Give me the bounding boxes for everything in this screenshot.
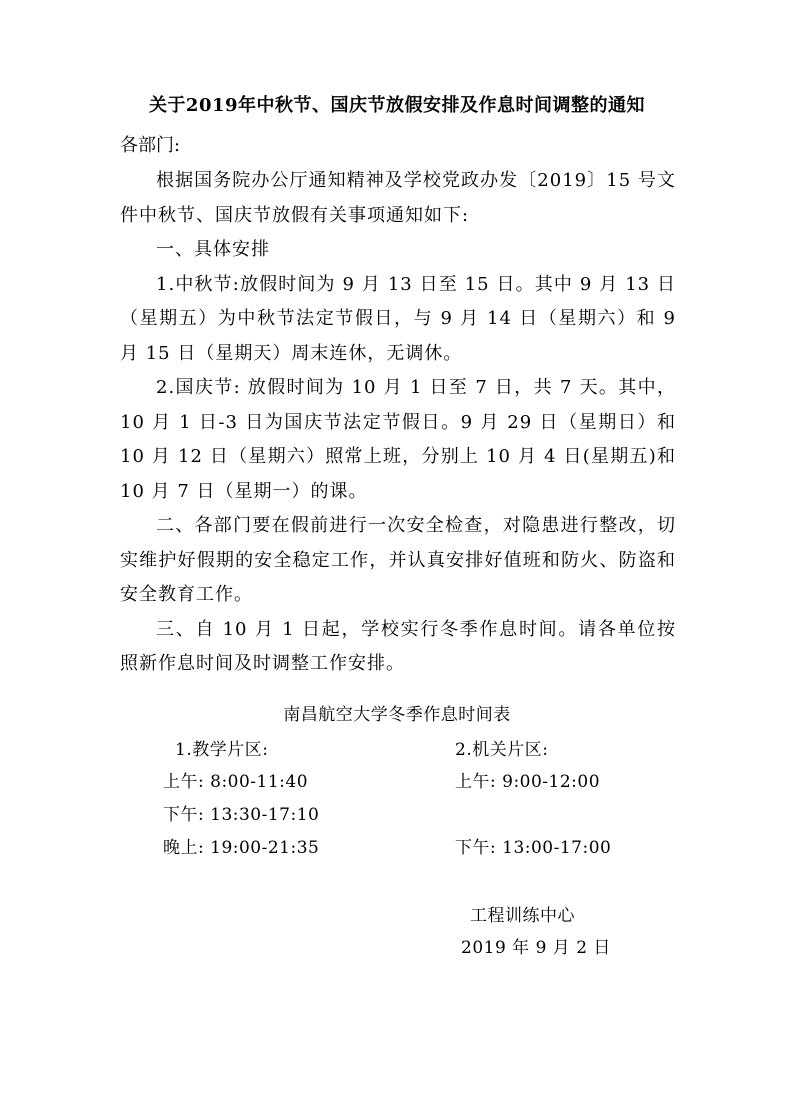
- mid-autumn-paragraph: 1.中秋节:放假时间为 9 月 13 日至 15 日。其中 9 月 13 日（星期五）为中秋节法定节假日，与 9 月 14 日（星期六）和 9 月 15 日（星期天）周末连休，无调休。: [120, 273, 676, 364]
- teaching-evening: 晚上: 19:00-21:35: [163, 838, 320, 858]
- admin-area-heading: 2.机关片区:: [455, 740, 549, 760]
- teaching-area-heading: 1.教学片区:: [175, 740, 269, 760]
- signature-date: 2019 年 9 月 2 日: [461, 938, 611, 958]
- teaching-morning: 上午: 8:00-11:40: [163, 772, 309, 792]
- notice-body: [120, 164, 676, 682]
- signature-org: 工程训练中心: [470, 906, 575, 926]
- national-day-paragraph: 2.国庆节: 放假时间为 10 月 1 日至 7 日，共 7 天。其中，10 月 1 日-3 日为国庆节法定节假日。9 月 29 日（星期日）和 10 月 12 日（星期六）照常上班，分别上 10 月 4 日(星期五)和 10 月 7 日（星期一）的课。: [120, 377, 676, 502]
- teaching-afternoon: 下午: 13:30-17:10: [163, 805, 320, 825]
- section-heading-arrangement: 一、具体安排: [156, 239, 270, 260]
- intro-paragraph: 根据国务院办公厅通知精神及学校党政办发〔2019〕15 号文件中秋节、国庆节放假有关事项通知如下:: [120, 170, 676, 226]
- winter-schedule-paragraph: 三、自 10 月 1 日起，学校实行冬季作息时间。请各单位按照新作息时间及时调整工作安排。: [120, 618, 676, 674]
- admin-morning: 上午: 9:00-12:00: [455, 772, 601, 792]
- admin-afternoon: 下午: 13:00-17:00: [455, 838, 612, 858]
- document-title: 关于2019年中秋节、国庆节放假安排及作息时间调整的通知: [148, 95, 646, 116]
- safety-paragraph: 二、各部门要在假前进行一次安全检查，对隐患进行整改，切实维护好假期的安全稳定工作，并认真安排好值班和防火、防盗和安全教育工作。: [120, 515, 676, 605]
- schedule-title: 南昌航空大学冬季作息时间表: [283, 705, 511, 725]
- salutation: 各部门:: [120, 135, 181, 156]
